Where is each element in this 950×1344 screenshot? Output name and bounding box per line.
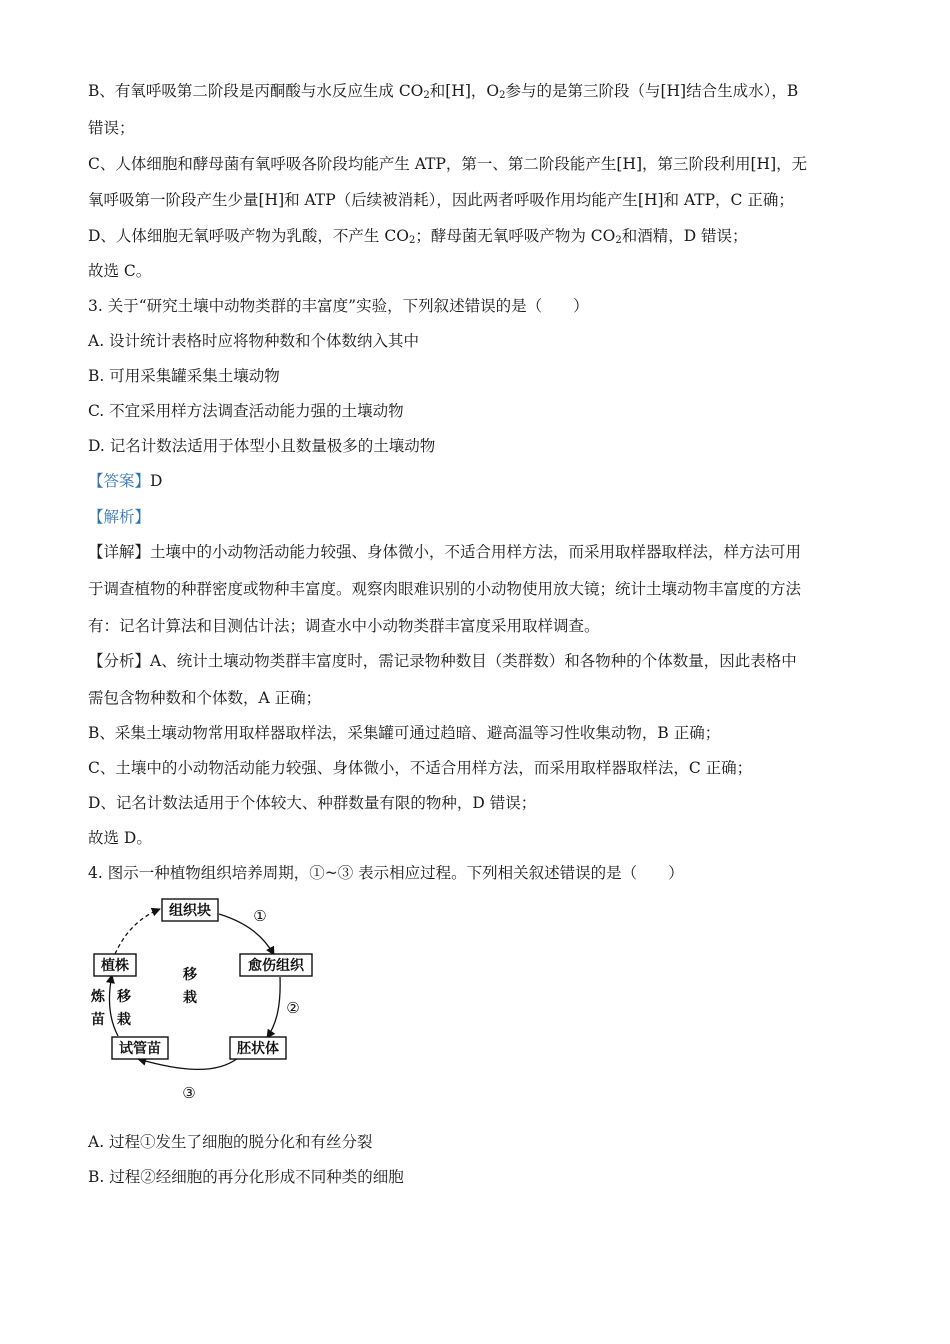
side-label-1a: 炼	[91, 989, 105, 1005]
q4-stem: 4. 图示一种植物组织培养周期，①~③ 表示相应过程。下列相关叙述错误的是（ ）	[88, 864, 684, 882]
q2-option-b-explanation-line1: B、有氧呼吸第二阶段是丙酮酸与水反应生成 $CO_2$和[H]，$O_2$参与的是第三阶段（与[H]结合生成水），B	[88, 82, 799, 101]
q3-analysis-line5: D、记名计数法适用于个体较大、种群数量有限的物种，D 错误；	[88, 794, 537, 812]
q3-analysis-line4: C、土壤中的小动物活动能力较强、身体微小，不适合用样方法，而采用取样器取样法，C 正确；	[88, 759, 753, 777]
q3-stem: 3. 关于“研究土壤中动物类群的丰富度”实验，下列叙述错误的是（ ）	[88, 297, 589, 315]
q3-answer: 【答案】D	[88, 472, 163, 490]
node-tissue-block	[162, 899, 218, 921]
node-test-tube-seedling	[112, 1037, 168, 1059]
q3-detail-line3: 有：记名计算法和目测估计法；调查水中小动物类群丰富度采用取样调查。	[88, 617, 600, 635]
tissue-culture-cycle-diagram	[88, 895, 328, 1115]
arrow-step2	[267, 977, 280, 1038]
node-callus	[240, 954, 312, 976]
node-plant	[94, 954, 136, 976]
q3-detail-line1: 【详解】土壤中的小动物活动能力较强、身体微小，不适合用样方法，而采用取样器取样法，样方法可用	[88, 543, 802, 561]
answer-tag: 【答案】	[88, 472, 151, 490]
q3-analysis-line2: 需包含物种数和个体数，A 正确；	[88, 689, 322, 707]
q3-option-a: A. 设计统计表格时应将物种数和个体数纳入其中	[88, 332, 420, 350]
svg-text:植株: 植株	[101, 958, 129, 974]
step3-label: ③	[182, 1084, 196, 1102]
side-label-1b: 苗	[91, 1012, 105, 1028]
q3-option-b: B. 可用采集罐采集土壤动物	[88, 367, 280, 385]
q2-option-b-explanation-line2: 错误；	[88, 119, 135, 137]
arrow-step3	[138, 1058, 238, 1069]
svg-text:试管苗: 试管苗	[119, 1041, 161, 1057]
step2-label: ②	[286, 999, 300, 1017]
q2-option-d-explanation: D、人体细胞无氧呼吸产物为乳酸，不产生 $CO_2$；酵母菌无氧呼吸产物为 $CO_2$和酒精，D 错误；	[88, 227, 748, 246]
q4-option-b: B. 过程②经细胞的再分化形成不同种类的细胞	[88, 1168, 404, 1186]
q3-option-d: D. 记名计数法适用于体型小且数量极多的土壤动物	[88, 437, 436, 455]
q3-analysis-tag: 【解析】	[88, 508, 151, 526]
q3-analysis-line1: 【分析】A、统计土壤动物类群丰富度时，需记录物种数目（类群数）和各物种的个体数量，因此表格中	[88, 652, 797, 670]
svg-text:组织块: 组织块	[169, 903, 211, 919]
q2-option-c-explanation-line1: C、人体细胞和酵母菌有氧呼吸各阶段均能产生 ATP，第一、第二阶段能产生[H]，第三阶段利用[H]，无	[88, 155, 808, 173]
q3-conclusion: 故选 D。	[88, 829, 152, 847]
q2-option-c-explanation-line2: 氧呼吸第一阶段产生少量[H]和 ATP（后续被消耗），因此两者呼吸作用均能产生[H]和 ATP，C 正确；	[88, 191, 794, 209]
q3-analysis-line3: B、采集土壤动物常用取样器取样法，采集罐可通过趋暗、避高温等习性收集动物，B 正确；	[88, 724, 721, 742]
side-label-2a: 移	[117, 989, 131, 1005]
q4-option-a: A. 过程①发生了细胞的脱分化和有丝分裂	[88, 1133, 373, 1151]
svg-text:胚状体: 胚状体	[237, 1041, 279, 1057]
center-label-2: 栽	[183, 990, 197, 1006]
q3-option-c: C. 不宜采用样方法调查活动能力强的土壤动物	[88, 402, 404, 420]
q2-conclusion: 故选 C。	[88, 262, 152, 280]
node-embryoid	[230, 1037, 286, 1059]
side-label-2b: 栽	[117, 1012, 131, 1028]
arrow-dashed-return	[115, 909, 160, 954]
svg-text:愈伤组织: 愈伤组织	[248, 958, 304, 974]
center-label-1: 移	[183, 967, 197, 983]
q3-detail-line2: 于调查植物的种群密度或物种丰富度。观察肉眼难识别的小动物使用放大镜；统计土壤动物丰富度的方法	[88, 580, 802, 598]
step1-label: ①	[253, 907, 267, 925]
